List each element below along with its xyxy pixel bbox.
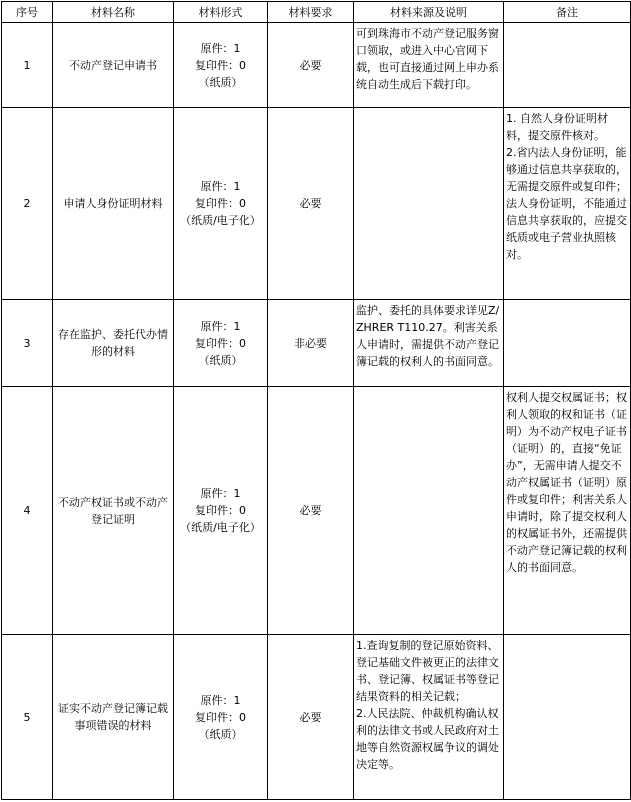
row-requirement: 必要: [268, 23, 354, 108]
remark-item: 1. 自然人身份证明材料，提交原件核对。: [506, 112, 608, 142]
form-copy: 复印件：0: [195, 58, 246, 72]
row-material-form: [174, 387, 268, 635]
row-material-name: 不动产权证书或不动产登记证明: [53, 387, 174, 635]
materials-table: [1, 1, 631, 800]
table-row: [2, 108, 631, 300]
table-row: [2, 387, 631, 635]
form-medium: （纸质）: [198, 75, 243, 89]
form-medium: （纸质/电子化）: [180, 521, 261, 534]
table-row: [2, 635, 631, 800]
form-original: 原件：1: [200, 319, 241, 333]
remark-item: 2.省内法人身份证明，能够通过信息共享获取的，无需提交原件或复印件；法人身份证明，不能通过信息共享获取的，应提交纸质或电子营业执照核对。: [506, 146, 627, 261]
row-remark: [504, 635, 631, 800]
row-no: 4: [2, 387, 53, 635]
table-row: [2, 300, 631, 387]
row-source: [354, 635, 504, 800]
form-medium: （纸质）: [198, 727, 243, 741]
row-source: [354, 108, 504, 300]
row-requirement: 非必要: [268, 300, 354, 387]
row-no: 5: [2, 635, 53, 800]
form-original: 原件：1: [200, 180, 241, 193]
form-original: 原件：1: [200, 487, 241, 500]
form-medium: （纸质）: [198, 353, 243, 367]
form-original: 原件：1: [200, 693, 241, 707]
row-remark: [504, 23, 631, 108]
source-item: 1.查询复制的登记原始资料、登记基础文件被更正的法律文书、登记簿、权属证书等登记结果资料的相关记载；: [356, 639, 499, 703]
header-requirement: 材料要求: [268, 2, 354, 23]
table-header-row: [2, 2, 631, 23]
row-source: [354, 387, 504, 635]
row-requirement: 必要: [268, 635, 354, 800]
source-item: 2.人民法院、仲裁机构确认权利的法律文书或人民政府对土地等自然资源权属争议的调处决定等。: [356, 707, 499, 771]
row-material-form: [174, 23, 268, 108]
form-copy: 复印件：0: [195, 710, 246, 724]
row-requirement: 必要: [268, 387, 354, 635]
form-medium: （纸质/电子化）: [180, 214, 261, 227]
remark-item: 权利人提交权属证书；权利人领取的权和证书（证明）为不动产权电子证书（证明）的，直接“免证办”，无需申请人提交不动产权属证书（证明）原件或复印件；利害关系人申请时，除了提交权利人的权属证书外，还需提供不动产登记簿记载的权利人的书面同意。: [506, 391, 627, 574]
row-remark: [504, 300, 631, 387]
form-copy: 复印件：0: [195, 504, 246, 517]
row-remark: [504, 387, 631, 635]
row-no: 2: [2, 108, 53, 300]
form-copy: 复印件：0: [195, 336, 246, 350]
row-material-form: [174, 108, 268, 300]
row-source: 可到珠海市不动产登记服务窗口领取，或进入中心官网下载，也可直接通过网上申办系统自动生成后下载打印。: [354, 23, 504, 108]
row-material-name: 存在监护、委托代办情形的材料: [53, 300, 174, 387]
header-source: 材料来源及说明: [354, 2, 504, 23]
table-row: [2, 23, 631, 108]
row-material-form: [174, 300, 268, 387]
header-form: 材料形式: [174, 2, 268, 23]
row-material-form: [174, 635, 268, 800]
row-material-name: 申请人身份证明材料: [53, 108, 174, 300]
row-no: 1: [2, 23, 53, 108]
row-source: 监护、委托的具体要求详见Z/ZHRER T110.27。利害关系人申请时，需提供不动产登记簿记载的权利人的书面同意。: [354, 300, 504, 387]
header-remark: 备注: [504, 2, 631, 23]
row-no: 3: [2, 300, 53, 387]
form-original: 原件：1: [200, 41, 241, 55]
row-requirement: 必要: [268, 108, 354, 300]
header-name: 材料名称: [53, 2, 174, 23]
row-material-name: 证实不动产登记簿记载事项错误的材料: [53, 635, 174, 800]
header-no: 序号: [2, 2, 53, 23]
row-material-name: 不动产登记申请书: [53, 23, 174, 108]
form-copy: 复印件：0: [195, 197, 246, 210]
row-remark: [504, 108, 631, 300]
